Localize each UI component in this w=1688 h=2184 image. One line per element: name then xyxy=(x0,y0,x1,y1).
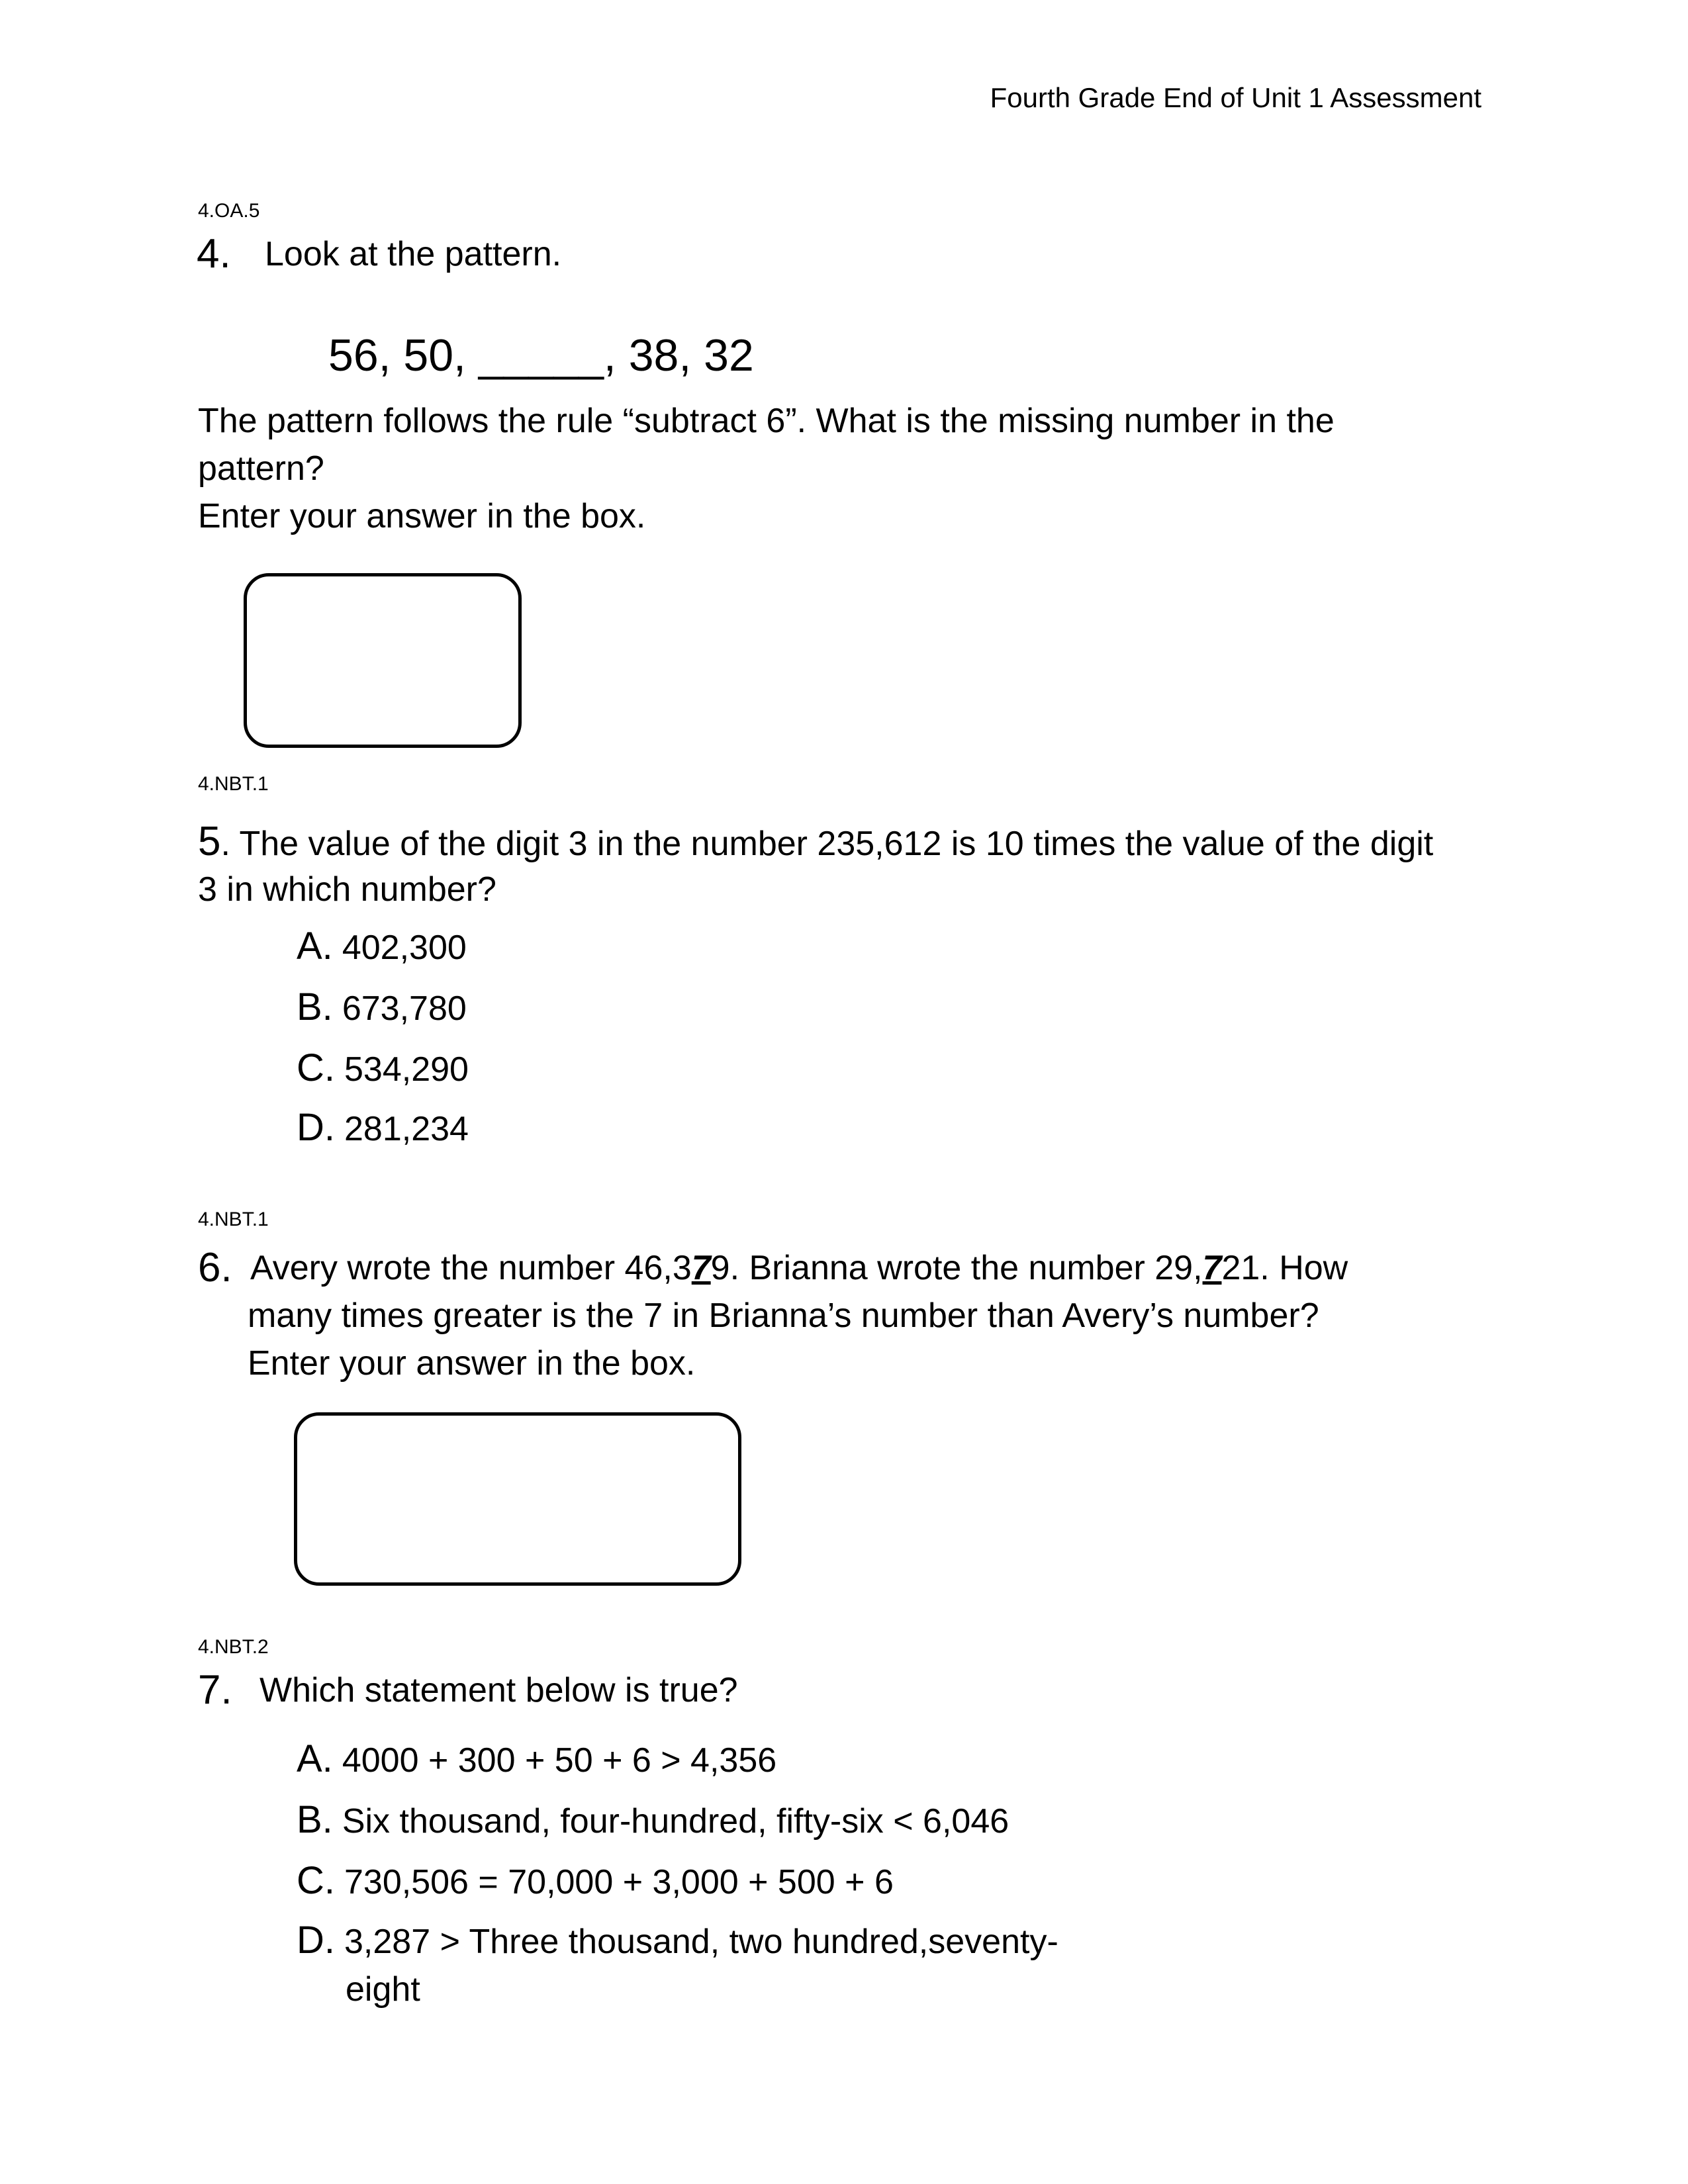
q7-choice-a[interactable] xyxy=(297,1737,776,1781)
choice-text: 402,300 xyxy=(342,929,467,967)
q4-answer-box[interactable] xyxy=(244,573,522,748)
q6-answer-box[interactable] xyxy=(294,1412,741,1586)
choice-text: Six thousand, four-hundred, fifty-six < 6,046 xyxy=(342,1802,1009,1841)
q6-number: 6. xyxy=(198,1245,232,1291)
choice-text: 3,287 > Three thousand, two hundred,seventy- xyxy=(344,1923,1058,1961)
q5-choice-b[interactable] xyxy=(297,985,467,1029)
choice-text: 4000 + 300 + 50 + 6 > 4,356 xyxy=(342,1741,777,1780)
q4-text-line-3: Enter your answer in the box. xyxy=(198,497,646,535)
choice-letter: C. xyxy=(297,1859,335,1902)
choice-letter: B. xyxy=(297,985,333,1028)
q5-choice-c[interactable] xyxy=(297,1046,469,1090)
choice-text: 534,290 xyxy=(344,1050,469,1089)
q5-text-line-1: . The value of the digit 3 in the number 235,612 is 10 times the value of the digit xyxy=(220,825,1434,863)
choice-text: 673,780 xyxy=(342,989,467,1028)
choice-letter: C. xyxy=(297,1046,335,1089)
q6-text-part-c: 21. How xyxy=(1221,1249,1348,1287)
q4-standard: 4.OA.5 xyxy=(198,200,260,222)
choice-letter: D. xyxy=(297,1106,335,1149)
q6-standard: 4.NBT.1 xyxy=(198,1208,269,1230)
choice-text: 730,506 = 70,000 + 3,000 + 500 + 6 xyxy=(344,1863,894,1901)
q5-choice-d[interactable] xyxy=(297,1105,469,1150)
q5-number: 5 xyxy=(198,819,221,864)
page-header-title: Fourth Grade End of Unit 1 Assessment xyxy=(990,82,1481,113)
choice-letter: A. xyxy=(297,1737,333,1780)
choice-text: 281,234 xyxy=(344,1110,469,1148)
q6-text-part-a: Avery wrote the number 46,3 xyxy=(250,1249,692,1287)
q7-standard: 4.NBT.2 xyxy=(198,1636,269,1658)
q5-standard: 4.NBT.1 xyxy=(198,773,269,795)
q7-choice-c[interactable] xyxy=(297,1858,894,1903)
q6-highlighted-digit-brianna: 7 xyxy=(1202,1249,1222,1287)
q7-number: 7. xyxy=(198,1667,232,1713)
q5-text-line-2: 3 in which number? xyxy=(198,870,496,909)
q4-number: 4. xyxy=(197,231,231,277)
q5-choice-a[interactable] xyxy=(297,924,467,968)
q7-choice-b[interactable] xyxy=(297,1797,1009,1842)
q7-choice-d-continued: eight xyxy=(346,1970,420,2009)
choice-letter: A. xyxy=(297,925,333,968)
q6-text-line-1 xyxy=(250,1248,1348,1288)
q4-pattern: 56, 50, _____, 38, 32 xyxy=(328,330,754,381)
q4-prompt: Look at the pattern. xyxy=(265,235,562,273)
q6-text-part-b: 9. Brianna wrote the number 29, xyxy=(710,1249,1203,1287)
q7-prompt: Which statement below is true? xyxy=(259,1671,738,1709)
q4-text-line-1: The pattern follows the rule “subtract 6”. What is the missing number in the xyxy=(198,402,1335,440)
q4-text-line-2: pattern? xyxy=(198,449,324,488)
choice-letter: D. xyxy=(297,1919,335,1962)
q6-text-line-2: many times greater is the 7 in Brianna’s number than Avery’s number? xyxy=(248,1297,1319,1335)
q5-question-line-1 xyxy=(198,818,1433,865)
choice-letter: B. xyxy=(297,1798,333,1841)
q7-choice-d[interactable] xyxy=(297,1918,1058,1962)
q6-text-line-3: Enter your answer in the box. xyxy=(248,1344,696,1383)
q6-highlighted-digit-avery: 7 xyxy=(691,1249,711,1287)
